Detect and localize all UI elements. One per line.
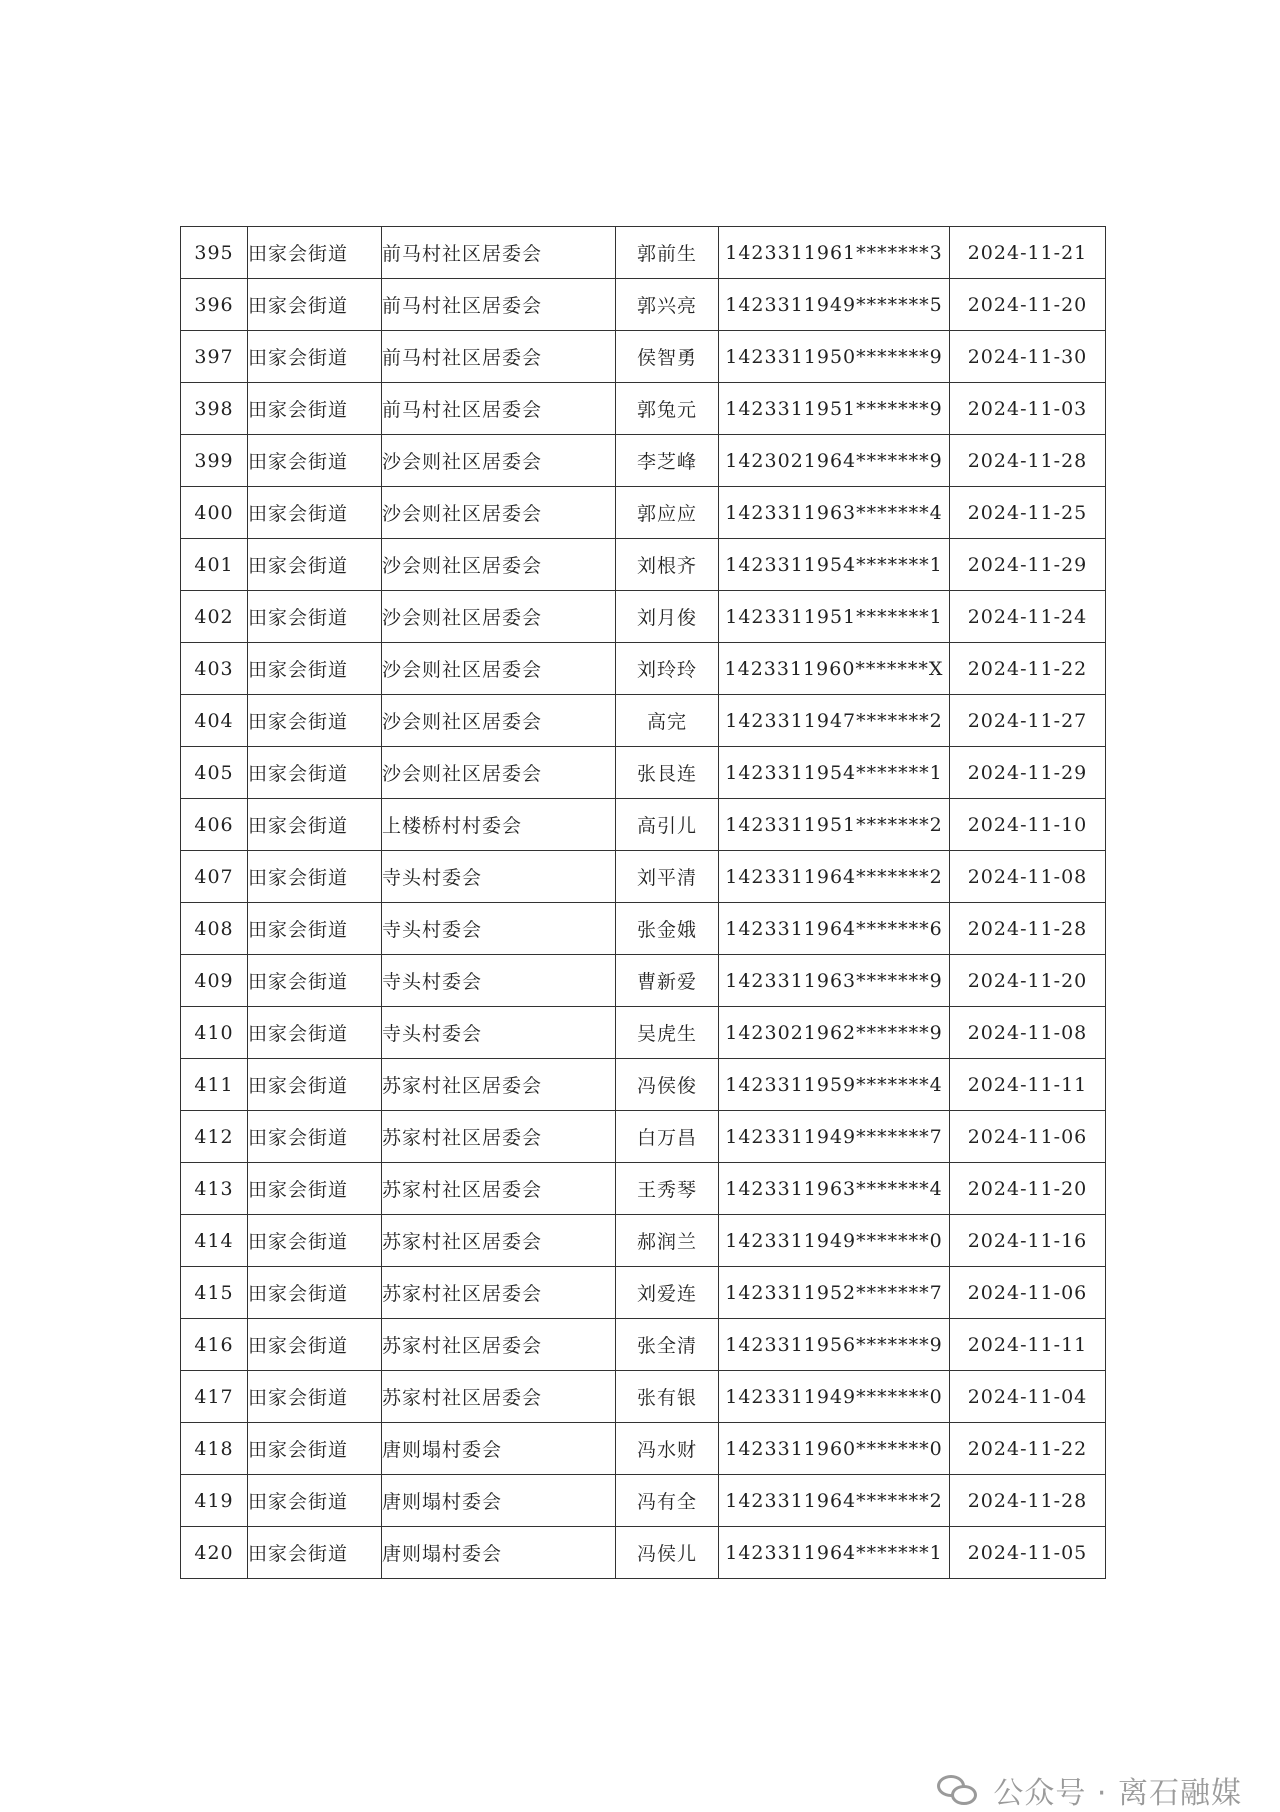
street-cell: 田家会街道 [248, 903, 382, 955]
village-cell: 苏家村社区居委会 [382, 1111, 616, 1163]
date-cell: 2024-11-11 [950, 1059, 1106, 1111]
street-cell: 田家会街道 [248, 487, 382, 539]
village-cell: 前马村社区居委会 [382, 383, 616, 435]
id-number-cell: 1423311963*******9 [719, 955, 950, 1007]
name-cell: 郝润兰 [616, 1215, 719, 1267]
id-number-cell: 1423311949*******5 [719, 279, 950, 331]
date-cell: 2024-11-03 [950, 383, 1106, 435]
row-number-cell: 416 [181, 1319, 248, 1371]
name-cell: 冯侯俊 [616, 1059, 719, 1111]
village-cell: 沙会则社区居委会 [382, 539, 616, 591]
village-cell: 唐则塌村委会 [382, 1527, 616, 1579]
village-cell: 沙会则社区居委会 [382, 643, 616, 695]
id-number-cell: 1423311949*******0 [719, 1215, 950, 1267]
street-cell: 田家会街道 [248, 435, 382, 487]
id-number-cell: 1423311949*******0 [719, 1371, 950, 1423]
row-number-cell: 403 [181, 643, 248, 695]
name-cell: 郭兴亮 [616, 279, 719, 331]
name-cell: 刘玲玲 [616, 643, 719, 695]
street-cell: 田家会街道 [248, 851, 382, 903]
date-cell: 2024-11-28 [950, 903, 1106, 955]
table-row [181, 1475, 1106, 1527]
street-cell: 田家会街道 [248, 799, 382, 851]
street-cell: 田家会街道 [248, 747, 382, 799]
village-cell: 沙会则社区居委会 [382, 591, 616, 643]
village-cell: 沙会则社区居委会 [382, 487, 616, 539]
table-row [181, 383, 1106, 435]
name-cell: 吴虎生 [616, 1007, 719, 1059]
row-number-cell: 413 [181, 1163, 248, 1215]
id-number-cell: 1423311960*******X [719, 643, 950, 695]
village-cell: 寺头村委会 [382, 903, 616, 955]
street-cell: 田家会街道 [248, 1423, 382, 1475]
date-cell: 2024-11-11 [950, 1319, 1106, 1371]
street-cell: 田家会街道 [248, 1111, 382, 1163]
name-cell: 李芝峰 [616, 435, 719, 487]
id-number-cell: 1423311963*******4 [719, 1163, 950, 1215]
name-cell: 王秀琴 [616, 1163, 719, 1215]
street-cell: 田家会街道 [248, 1007, 382, 1059]
name-cell: 郭应应 [616, 487, 719, 539]
date-cell: 2024-11-10 [950, 799, 1106, 851]
table-row [181, 643, 1106, 695]
name-cell: 张金娥 [616, 903, 719, 955]
table-row [181, 1423, 1106, 1475]
table-row [181, 591, 1106, 643]
id-number-cell: 1423311947*******2 [719, 695, 950, 747]
street-cell: 田家会街道 [248, 383, 382, 435]
table-row [181, 435, 1106, 487]
date-cell: 2024-11-29 [950, 747, 1106, 799]
date-cell: 2024-11-20 [950, 1163, 1106, 1215]
street-cell: 田家会街道 [248, 331, 382, 383]
table-row [181, 903, 1106, 955]
date-cell: 2024-11-08 [950, 1007, 1106, 1059]
date-cell: 2024-11-04 [950, 1371, 1106, 1423]
row-number-cell: 395 [181, 227, 248, 279]
name-cell: 冯侯儿 [616, 1527, 719, 1579]
row-number-cell: 410 [181, 1007, 248, 1059]
table-row [181, 539, 1106, 591]
name-cell: 侯智勇 [616, 331, 719, 383]
table-row [181, 279, 1106, 331]
date-cell: 2024-11-30 [950, 331, 1106, 383]
row-number-cell: 404 [181, 695, 248, 747]
street-cell: 田家会街道 [248, 1059, 382, 1111]
date-cell: 2024-11-22 [950, 1423, 1106, 1475]
row-number-cell: 412 [181, 1111, 248, 1163]
name-cell: 白万昌 [616, 1111, 719, 1163]
row-number-cell: 401 [181, 539, 248, 591]
name-cell: 刘根齐 [616, 539, 719, 591]
table-row [181, 955, 1106, 1007]
roster-table-body [181, 227, 1106, 1579]
name-cell: 郭前生 [616, 227, 719, 279]
street-cell: 田家会街道 [248, 1475, 382, 1527]
name-cell: 张全清 [616, 1319, 719, 1371]
village-cell: 前马村社区居委会 [382, 279, 616, 331]
id-number-cell: 1423311961*******3 [719, 227, 950, 279]
street-cell: 田家会街道 [248, 279, 382, 331]
name-cell: 张有银 [616, 1371, 719, 1423]
id-number-cell: 1423021964*******9 [719, 435, 950, 487]
id-number-cell: 1423311951*******2 [719, 799, 950, 851]
id-number-cell: 1423311949*******7 [719, 1111, 950, 1163]
village-cell: 苏家村社区居委会 [382, 1319, 616, 1371]
row-number-cell: 411 [181, 1059, 248, 1111]
row-number-cell: 406 [181, 799, 248, 851]
date-cell: 2024-11-28 [950, 435, 1106, 487]
row-number-cell: 399 [181, 435, 248, 487]
street-cell: 田家会街道 [248, 955, 382, 1007]
date-cell: 2024-11-21 [950, 227, 1106, 279]
village-cell: 寺头村委会 [382, 851, 616, 903]
table-row [181, 487, 1106, 539]
name-cell: 冯有全 [616, 1475, 719, 1527]
date-cell: 2024-11-27 [950, 695, 1106, 747]
village-cell: 前马村社区居委会 [382, 227, 616, 279]
id-number-cell: 1423311950*******9 [719, 331, 950, 383]
row-number-cell: 405 [181, 747, 248, 799]
id-number-cell: 1423311954*******1 [719, 539, 950, 591]
date-cell: 2024-11-29 [950, 539, 1106, 591]
row-number-cell: 407 [181, 851, 248, 903]
village-cell: 唐则塌村委会 [382, 1423, 616, 1475]
name-cell: 冯水财 [616, 1423, 719, 1475]
row-number-cell: 415 [181, 1267, 248, 1319]
table-row [181, 747, 1106, 799]
name-cell: 曹新爱 [616, 955, 719, 1007]
street-cell: 田家会街道 [248, 539, 382, 591]
village-cell: 苏家村社区居委会 [382, 1163, 616, 1215]
table-row [181, 1163, 1106, 1215]
name-cell: 张艮连 [616, 747, 719, 799]
id-number-cell: 1423311956*******9 [719, 1319, 950, 1371]
village-cell: 苏家村社区居委会 [382, 1059, 616, 1111]
date-cell: 2024-11-06 [950, 1111, 1106, 1163]
row-number-cell: 414 [181, 1215, 248, 1267]
watermark-text: 公众号 · 离石融媒 [993, 1776, 1242, 1811]
id-number-cell: 1423311952*******7 [719, 1267, 950, 1319]
street-cell: 田家会街道 [248, 1527, 382, 1579]
village-cell: 上楼桥村村委会 [382, 799, 616, 851]
table-row [181, 1319, 1106, 1371]
id-number-cell: 1423311964*******1 [719, 1527, 950, 1579]
table-row [181, 1371, 1106, 1423]
street-cell: 田家会街道 [248, 643, 382, 695]
village-cell: 寺头村委会 [382, 1007, 616, 1059]
name-cell: 刘月俊 [616, 591, 719, 643]
id-number-cell: 1423311960*******0 [719, 1423, 950, 1475]
table-row [181, 1007, 1106, 1059]
table-row [181, 799, 1106, 851]
date-cell: 2024-11-06 [950, 1267, 1106, 1319]
watermark [937, 1770, 1242, 1810]
id-number-cell: 1423311951*******1 [719, 591, 950, 643]
name-cell: 刘爱连 [616, 1267, 719, 1319]
id-number-cell: 1423311959*******4 [719, 1059, 950, 1111]
name-cell: 高引儿 [616, 799, 719, 851]
street-cell: 田家会街道 [248, 1319, 382, 1371]
date-cell: 2024-11-16 [950, 1215, 1106, 1267]
village-cell: 苏家村社区居委会 [382, 1267, 616, 1319]
id-number-cell: 1423311964*******2 [719, 1475, 950, 1527]
table-row [181, 331, 1106, 383]
village-cell: 寺头村委会 [382, 955, 616, 1007]
table-row [181, 1527, 1106, 1579]
row-number-cell: 418 [181, 1423, 248, 1475]
table-row [181, 227, 1106, 279]
name-cell: 高完 [616, 695, 719, 747]
date-cell: 2024-11-28 [950, 1475, 1106, 1527]
wechat-icon [937, 1773, 981, 1807]
date-cell: 2024-11-05 [950, 1527, 1106, 1579]
row-number-cell: 396 [181, 279, 248, 331]
village-cell: 沙会则社区居委会 [382, 695, 616, 747]
row-number-cell: 400 [181, 487, 248, 539]
village-cell: 沙会则社区居委会 [382, 747, 616, 799]
village-cell: 沙会则社区居委会 [382, 435, 616, 487]
street-cell: 田家会街道 [248, 695, 382, 747]
id-number-cell: 1423311963*******4 [719, 487, 950, 539]
roster-table [180, 226, 1106, 1579]
street-cell: 田家会街道 [248, 591, 382, 643]
table-row [181, 1111, 1106, 1163]
village-cell: 唐则塌村委会 [382, 1475, 616, 1527]
id-number-cell: 1423021962*******9 [719, 1007, 950, 1059]
date-cell: 2024-11-24 [950, 591, 1106, 643]
street-cell: 田家会街道 [248, 227, 382, 279]
date-cell: 2024-11-22 [950, 643, 1106, 695]
id-number-cell: 1423311964*******6 [719, 903, 950, 955]
date-cell: 2024-11-20 [950, 279, 1106, 331]
table-row [181, 1215, 1106, 1267]
street-cell: 田家会街道 [248, 1163, 382, 1215]
row-number-cell: 409 [181, 955, 248, 1007]
date-cell: 2024-11-25 [950, 487, 1106, 539]
village-cell: 苏家村社区居委会 [382, 1215, 616, 1267]
row-number-cell: 398 [181, 383, 248, 435]
row-number-cell: 419 [181, 1475, 248, 1527]
street-cell: 田家会街道 [248, 1215, 382, 1267]
id-number-cell: 1423311964*******2 [719, 851, 950, 903]
table-row [181, 1267, 1106, 1319]
row-number-cell: 417 [181, 1371, 248, 1423]
street-cell: 田家会街道 [248, 1371, 382, 1423]
row-number-cell: 402 [181, 591, 248, 643]
id-number-cell: 1423311954*******1 [719, 747, 950, 799]
table-row [181, 851, 1106, 903]
row-number-cell: 397 [181, 331, 248, 383]
date-cell: 2024-11-20 [950, 955, 1106, 1007]
village-cell: 前马村社区居委会 [382, 331, 616, 383]
village-cell: 苏家村社区居委会 [382, 1371, 616, 1423]
id-number-cell: 1423311951*******9 [719, 383, 950, 435]
table-row [181, 1059, 1106, 1111]
name-cell: 刘平清 [616, 851, 719, 903]
row-number-cell: 420 [181, 1527, 248, 1579]
name-cell: 郭兔元 [616, 383, 719, 435]
date-cell: 2024-11-08 [950, 851, 1106, 903]
street-cell: 田家会街道 [248, 1267, 382, 1319]
table-row [181, 695, 1106, 747]
row-number-cell: 408 [181, 903, 248, 955]
